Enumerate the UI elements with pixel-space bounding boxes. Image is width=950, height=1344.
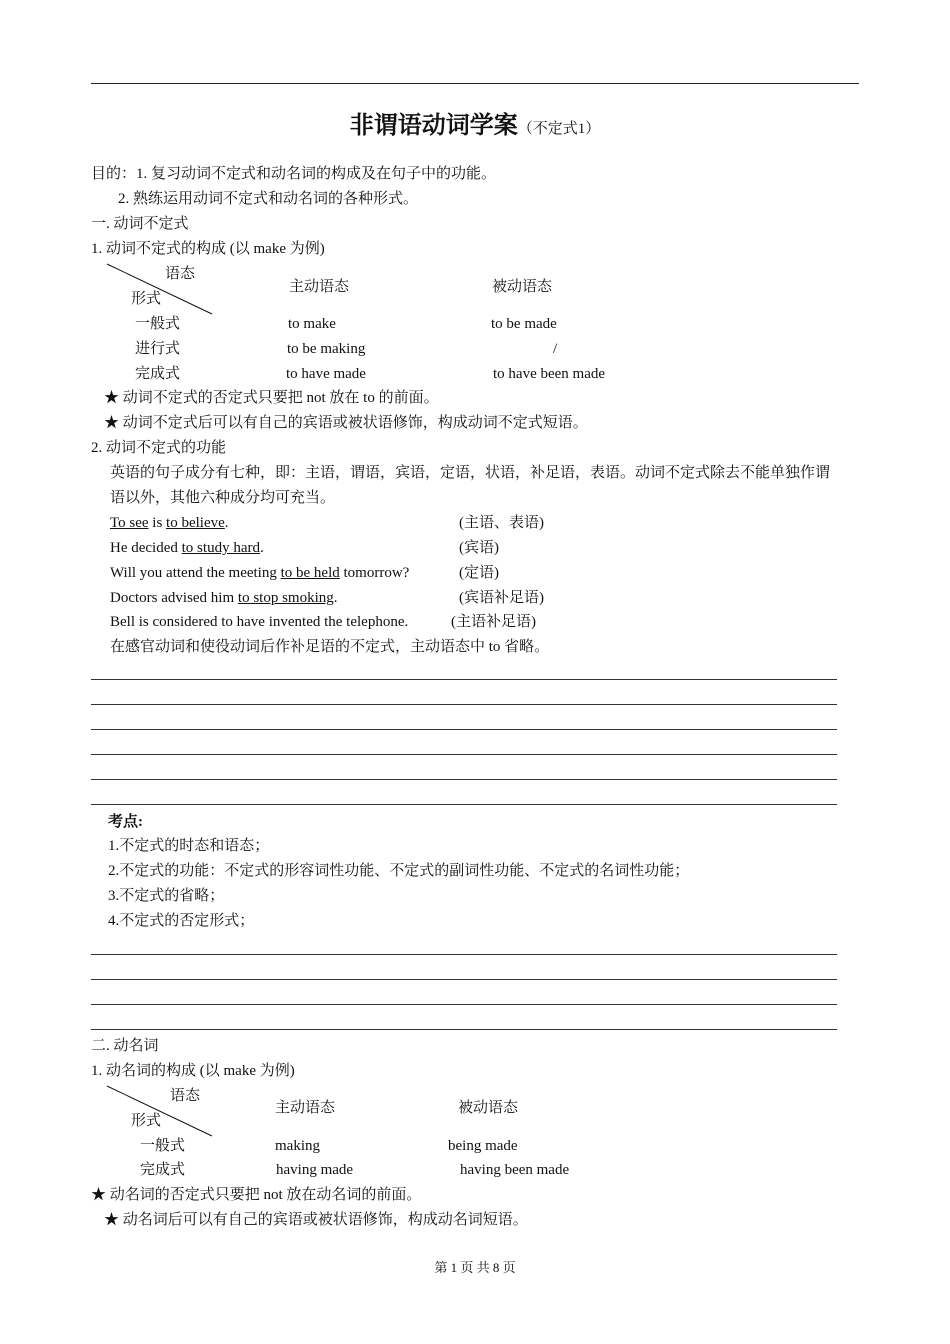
example-sentence-4 — [110, 588, 338, 608]
kaodian-item: 2.不定式的功能：不定式的形容词性功能、不定式的副词性功能、不定式的名词性功能； — [108, 863, 690, 879]
table1-active: to be making — [287, 341, 366, 357]
example-underline: to be held — [280, 565, 340, 581]
note-gerund-phrase: ★ 动名词后可以有自己的宾语或被状语修饰，构成动名词短语。 — [104, 1212, 528, 1228]
example-text: tomorrow? — [339, 565, 410, 581]
section1-sub2: 2. 动词不定式的功能 — [91, 440, 227, 456]
example-sentence-5: Bell is considered to have invented the telephone. — [110, 614, 409, 630]
blank-line — [91, 804, 837, 805]
kaodian-item: 3.不定式的省略； — [108, 888, 225, 904]
example-role-4: (宾语补足语) — [459, 590, 544, 606]
page-title — [0, 112, 950, 143]
example-text: . — [224, 515, 229, 531]
page-footer: 第 1 页 共 8 页 — [434, 1260, 516, 1275]
table1-passive: to be made — [491, 316, 557, 332]
section1-sub1: 1. 动词不定式的构成 (以 make 为例) — [91, 241, 325, 257]
title-paren-open: （ — [517, 121, 533, 137]
blank-line — [91, 779, 837, 780]
table2-active: having made — [276, 1162, 354, 1178]
blank-line — [91, 954, 837, 955]
table1-form: 进行式 — [135, 341, 181, 357]
section2-sub1: 1. 动名词的构成 (以 make 为例) — [91, 1063, 295, 1079]
title-sub: 不定式 — [532, 121, 578, 137]
table1-form: 完成式 — [135, 366, 181, 382]
example-underline: to stop smoking — [237, 590, 334, 606]
example-sentence-2 — [110, 538, 264, 558]
table2-header-active: 主动语态 — [275, 1100, 336, 1116]
table2-active: making — [275, 1138, 320, 1154]
example-text: Will you attend the meeting — [110, 565, 281, 581]
table1-header-passive: 被动语态 — [492, 279, 553, 295]
example-text: He decided — [110, 540, 182, 556]
table2-form: 完成式 — [140, 1162, 186, 1178]
table1-corner-bottom: 形式 — [131, 291, 162, 307]
example-role-3: (定语) — [459, 565, 499, 581]
objective-2: 2. 熟练运用动词不定式和动名词的各种形式。 — [118, 191, 419, 207]
table1-active: to make — [288, 316, 336, 332]
title-main: 非谓语动词学案 — [349, 113, 518, 139]
example-role-1: (主语、表语) — [459, 515, 544, 531]
top-rule — [91, 83, 859, 84]
function-paragraph-line1: 英语的句子成分有七种，即：主语，谓语，宾语，定语，状语，补足语，表语。动词不定式除去不能单独作谓 — [110, 465, 831, 481]
example-sentence-1 — [110, 513, 229, 533]
blank-line — [91, 1029, 837, 1030]
kaodian-label: 考点: — [108, 814, 143, 830]
kaodian-item: 1.不定式的时态和语态； — [108, 838, 270, 854]
table1-passive: to have been made — [493, 366, 606, 382]
section1-heading: 一. 动词不定式 — [91, 216, 189, 232]
blank-line — [91, 1004, 837, 1005]
table1-form: 一般式 — [135, 316, 181, 332]
table2-corner-top: 语态 — [170, 1088, 201, 1104]
function-paragraph-line2: 语以外，其他六种成分均可充当。 — [110, 490, 336, 506]
omission-note: 在感官动词和使役动词后作补足语的不定式，主动语态中 to 省略。 — [110, 639, 550, 655]
blank-line — [91, 729, 837, 730]
blank-line — [91, 979, 837, 980]
example-sentence-3 — [110, 563, 409, 583]
table1-active: to have made — [286, 366, 366, 382]
example-text: is — [148, 515, 167, 531]
example-underline: to study hard — [181, 540, 260, 556]
table2-passive: having been made — [460, 1162, 570, 1178]
kaodian-item: 4.不定式的否定形式； — [108, 913, 255, 929]
example-text: Doctors advised him — [110, 590, 238, 606]
example-role-2: (宾语) — [459, 540, 499, 556]
blank-line — [91, 679, 837, 680]
table2-header-passive: 被动语态 — [458, 1100, 519, 1116]
example-text: . — [333, 590, 338, 606]
section2-heading: 二. 动名词 — [91, 1038, 159, 1054]
table2-corner-bottom: 形式 — [131, 1113, 162, 1129]
table2-form: 一般式 — [140, 1138, 186, 1154]
example-text: . — [259, 540, 264, 556]
example-underline: To see — [110, 515, 149, 531]
example-role-5: (主语补足语) — [451, 614, 536, 630]
note-infinitive-negative: ★ 动词不定式的否定式只要把 not 放在 to 的前面。 — [104, 390, 439, 406]
title-number: 1 — [577, 121, 586, 137]
objective-1: 目的：1. 复习动词不定式和动名词的构成及在句子中的功能。 — [91, 166, 497, 182]
table1-header-active: 主动语态 — [289, 279, 350, 295]
table2-passive: being made — [448, 1138, 518, 1154]
blank-line — [91, 704, 837, 705]
table1-passive: / — [553, 341, 558, 357]
blank-line — [91, 754, 837, 755]
table1-corner-top: 语态 — [165, 266, 196, 282]
example-underline: to believe — [166, 515, 225, 531]
note-infinitive-phrase: ★ 动词不定式后可以有自己的宾语或被状语修饰，构成动词不定式短语。 — [104, 415, 588, 431]
title-paren-close: ） — [585, 121, 601, 137]
note-gerund-negative: ★ 动名词的否定式只要把 not 放在动名词的前面。 — [91, 1187, 422, 1203]
